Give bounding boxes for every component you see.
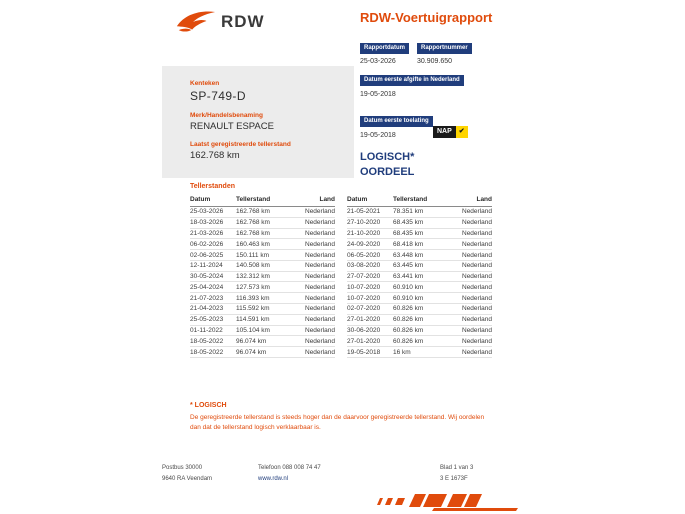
meter-row — [190, 207, 335, 218]
cell-stand: 96.074 km — [236, 336, 293, 347]
cell-stand: 132.312 km — [236, 271, 293, 282]
cell-stand: 150.111 km — [236, 250, 293, 261]
meter-row — [190, 304, 335, 315]
col-header-land: Land — [450, 194, 492, 207]
meter-row — [190, 336, 335, 347]
col-header-datum: Datum — [190, 194, 236, 207]
cell-datum: 02-07-2020 — [347, 304, 393, 315]
cell-land: Nederland — [293, 250, 335, 261]
cell-land: Nederland — [450, 293, 492, 304]
cell-datum: 27-07-2020 — [347, 271, 393, 282]
meter-row — [190, 282, 335, 293]
cell-stand: 68.418 km — [393, 239, 450, 250]
rdw-logo — [174, 8, 265, 35]
meter-tables — [190, 194, 492, 358]
rdw-griffin-icon — [174, 8, 216, 35]
cell-land: Nederland — [293, 336, 335, 347]
footnote-text: De geregistreerde tellerstand is steeds hoger dan de daarvoor geregistreerde tellerstand. Wij oordelen dan dat de tellerstand logisch verklaarbaar is. — [190, 414, 485, 432]
kenteken-label: Kenteken — [190, 80, 220, 87]
cell-stand: 105.104 km — [236, 325, 293, 336]
kenteken-value: SP-749-D — [190, 89, 246, 103]
cell-stand: 115.592 km — [236, 304, 293, 315]
page-title: RDW-Voertuigrapport — [360, 10, 493, 25]
cell-datum: 01-11-2022 — [190, 325, 236, 336]
meter-section-title: Tellerstanden — [190, 183, 235, 190]
cell-datum: 21-07-2023 — [190, 293, 236, 304]
judgement-text — [360, 150, 490, 180]
meter-table-left-body — [190, 207, 335, 358]
cell-stand: 60.910 km — [393, 282, 450, 293]
cell-datum: 21-05-2021 — [347, 207, 393, 218]
meter-row — [190, 293, 335, 304]
vehicle-panel — [162, 66, 354, 178]
speed-stripes-graphic — [372, 489, 522, 514]
meter-row — [190, 347, 335, 358]
cell-datum: 21-10-2020 — [347, 228, 393, 239]
meter-section — [190, 183, 492, 358]
rdw-logo-text: RDW — [221, 11, 265, 31]
cell-land: Nederland — [450, 271, 492, 282]
cell-stand: 78.351 km — [393, 207, 450, 218]
report-number-value: 30.909.650 — [417, 58, 453, 66]
cell-datum: 19-05-2018 — [347, 347, 393, 358]
meter-table-left — [190, 194, 335, 358]
cell-datum: 25-03-2026 — [190, 207, 236, 218]
col-header-land: Land — [293, 194, 335, 207]
footer-page-number: Blad 1 van 3 — [440, 465, 474, 471]
cell-stand: 114.591 km — [236, 314, 293, 325]
cell-datum: 18-03-2026 — [190, 217, 236, 228]
cell-datum: 21-03-2026 — [190, 228, 236, 239]
judgement-line2: OORDEEL — [360, 166, 415, 179]
nap-check-icon: ✔ — [456, 126, 468, 138]
cell-stand: 140.508 km — [236, 260, 293, 271]
report-number-block — [417, 36, 472, 65]
footnote — [190, 402, 490, 434]
first-admission-value: 19-05-2018 — [360, 132, 396, 140]
footer-website-link[interactable]: www.rdw.nl — [258, 476, 289, 483]
cell-land: Nederland — [293, 228, 335, 239]
meter-header-row — [190, 194, 335, 207]
cell-stand: 60.826 km — [393, 314, 450, 325]
report-meta — [360, 36, 472, 65]
nap-logo-text: NAP — [433, 126, 456, 138]
cell-stand: 162.768 km — [236, 217, 293, 228]
meter-row — [347, 228, 492, 239]
cell-stand: 60.826 km — [393, 325, 450, 336]
cell-datum: 12-11-2024 — [190, 260, 236, 271]
judgement-line1: LOGISCH* — [360, 151, 415, 164]
merk-value: RENAULT ESPACE — [190, 121, 274, 132]
cell-stand: 63.448 km — [393, 250, 450, 261]
cell-land: Nederland — [450, 282, 492, 293]
footer-doc-code: 3 E 1673F — [440, 476, 468, 483]
cell-stand: 116.393 km — [236, 293, 293, 304]
cell-land: Nederland — [450, 217, 492, 228]
meter-row — [190, 228, 335, 239]
cell-stand: 160.463 km — [236, 239, 293, 250]
cell-datum: 06-05-2020 — [347, 250, 393, 261]
cell-land: Nederland — [293, 271, 335, 282]
report-date-block — [360, 36, 409, 65]
cell-land: Nederland — [450, 304, 492, 315]
meter-row — [347, 293, 492, 304]
footnote-title: * LOGISCH — [190, 402, 227, 409]
cell-land: Nederland — [450, 325, 492, 336]
cell-stand: 63.445 km — [393, 260, 450, 271]
cell-datum: 25-05-2023 — [190, 314, 236, 325]
cell-datum: 30-05-2024 — [190, 271, 236, 282]
first-admission-label: Datum eerste toelating — [360, 116, 433, 127]
col-header-tellerstand: Tellerstand — [393, 194, 450, 207]
meter-row — [347, 336, 492, 347]
cell-datum: 10-07-2020 — [347, 293, 393, 304]
cell-stand: 68.435 km — [393, 217, 450, 228]
cell-datum: 27-10-2020 — [347, 217, 393, 228]
meter-row — [347, 239, 492, 250]
cell-land: Nederland — [293, 293, 335, 304]
cell-stand: 60.826 km — [393, 336, 450, 347]
cell-datum: 18-05-2022 — [190, 336, 236, 347]
footer-address-line2: 9640 RA Veendam — [162, 476, 213, 483]
cell-land: Nederland — [450, 228, 492, 239]
report-date-label: Rapportdatum — [360, 43, 409, 54]
meter-row — [190, 314, 335, 325]
cell-datum: 06-02-2026 — [190, 239, 236, 250]
cell-land: Nederland — [450, 347, 492, 358]
cell-land: Nederland — [450, 260, 492, 271]
meter-row — [347, 250, 492, 261]
meter-table-right — [347, 194, 492, 358]
footer-contact — [258, 463, 321, 486]
col-header-tellerstand: Tellerstand — [236, 194, 293, 207]
meter-row — [190, 239, 335, 250]
footer-phone: Telefoon 088 008 74 47 — [258, 465, 321, 471]
meter-row — [347, 325, 492, 336]
report-date-value: 25-03-2026 — [360, 58, 396, 66]
footer-address-line1: Postbus 30000 — [162, 465, 203, 471]
cell-land: Nederland — [293, 314, 335, 325]
cell-datum: 27-01-2020 — [347, 314, 393, 325]
cell-land: Nederland — [450, 239, 492, 250]
cell-land: Nederland — [293, 282, 335, 293]
tellerstand-value: 162.768 km — [190, 150, 240, 161]
first-issue-label: Datum eerste afgifte in Nederland — [360, 75, 464, 86]
nap-logo — [433, 126, 468, 138]
cell-land: Nederland — [293, 304, 335, 315]
meter-row — [190, 217, 335, 228]
meter-row — [347, 260, 492, 271]
meter-row — [190, 250, 335, 261]
cell-stand: 127.573 km — [236, 282, 293, 293]
cell-datum: 18-05-2022 — [190, 347, 236, 358]
cell-land: Nederland — [293, 207, 335, 218]
cell-stand: 68.435 km — [393, 228, 450, 239]
registration-column — [360, 68, 490, 180]
cell-datum: 02-06-2025 — [190, 250, 236, 261]
cell-land: Nederland — [450, 336, 492, 347]
cell-datum: 03-08-2020 — [347, 260, 393, 271]
cell-datum: 25-04-2024 — [190, 282, 236, 293]
merk-label: Merk/Handelsbenaming — [190, 112, 263, 119]
cell-datum: 21-04-2023 — [190, 304, 236, 315]
meter-row — [347, 282, 492, 293]
col-header-datum: Datum — [347, 194, 393, 207]
meter-row — [190, 271, 335, 282]
meter-row — [347, 207, 492, 218]
meter-row — [347, 271, 492, 282]
cell-datum: 24-09-2020 — [347, 239, 393, 250]
cell-stand: 162.768 km — [236, 207, 293, 218]
cell-stand: 63.441 km — [393, 271, 450, 282]
cell-stand: 162.768 km — [236, 228, 293, 239]
cell-land: Nederland — [293, 325, 335, 336]
tellerstand-label: Laatst geregistreerde tellerstand — [190, 141, 291, 148]
meter-row — [347, 314, 492, 325]
meter-row — [347, 347, 492, 358]
meter-row — [347, 217, 492, 228]
cell-datum: 10-07-2020 — [347, 282, 393, 293]
cell-land: Nederland — [293, 260, 335, 271]
footer-page-info — [440, 463, 473, 486]
cell-datum: 30-06-2020 — [347, 325, 393, 336]
cell-stand: 96.074 km — [236, 347, 293, 358]
first-issue-value: 19-05-2018 — [360, 91, 396, 99]
cell-stand: 60.910 km — [393, 293, 450, 304]
cell-land: Nederland — [293, 347, 335, 358]
cell-land: Nederland — [293, 239, 335, 250]
cell-land: Nederland — [450, 314, 492, 325]
cell-datum: 27-01-2020 — [347, 336, 393, 347]
report-number-label: Rapportnummer — [417, 43, 472, 54]
cell-land: Nederland — [450, 207, 492, 218]
footer-address — [162, 463, 212, 486]
meter-row — [190, 260, 335, 271]
meter-row — [347, 304, 492, 315]
cell-stand: 60.826 km — [393, 304, 450, 315]
cell-stand: 16 km — [393, 347, 450, 358]
meter-header-row — [347, 194, 492, 207]
meter-table-right-body — [347, 207, 492, 358]
cell-land: Nederland — [293, 217, 335, 228]
meter-row — [190, 325, 335, 336]
cell-land: Nederland — [450, 250, 492, 261]
